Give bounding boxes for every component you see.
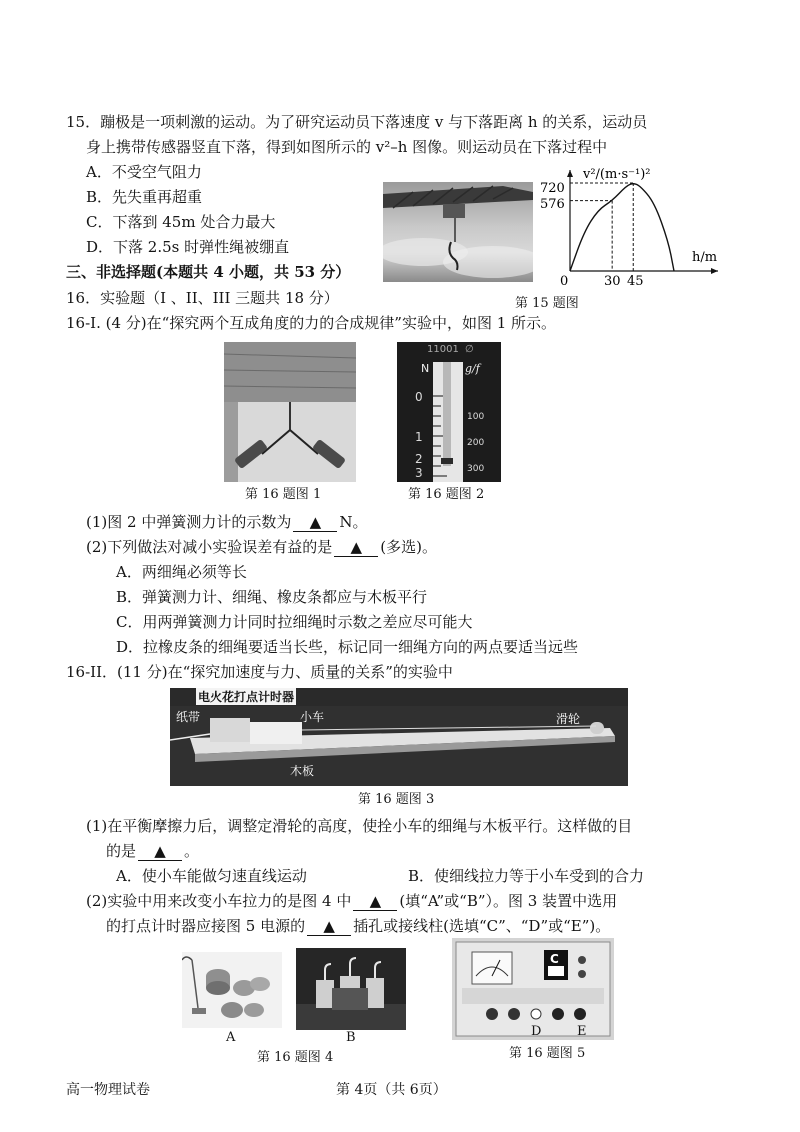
q16-2-sub2-suffix: (填“A”或“B”）。图 3 装置中选用	[399, 892, 618, 910]
v2-h-chart	[540, 158, 730, 288]
q16-2-sub2-line2-prefix: 的打点计时器应接图 5 电源的	[106, 917, 306, 935]
scale-left-3: 3	[415, 466, 423, 480]
q16-1-sub1-text: (1)图 2 中弹簧测力计的示数为	[86, 513, 292, 531]
q16-1-sub2	[86, 537, 437, 557]
q15-option-b: B．先失重再超重	[86, 188, 203, 206]
v2-h-graph	[540, 158, 730, 288]
footer-page-number: 第 4页（共 6页）	[336, 1082, 447, 1098]
q16-1-sub1-blank[interactable]: ▲	[293, 514, 337, 532]
bungee-photo	[383, 182, 533, 282]
q16-1-intro: 16-I. (4 分)在“探究两个互成角度的力的合成规律”实验中，如图 1 所示。	[66, 314, 557, 332]
q16-2-sub1-line2	[106, 841, 199, 861]
power-supply-d-label: D	[531, 1024, 542, 1039]
q16-figure-1-photo	[224, 342, 356, 482]
scale-ticks	[433, 362, 463, 482]
q16-figure-5-caption: 第 16 题图 5	[509, 1046, 586, 1061]
q16-figure-4-label-a: A	[226, 1030, 236, 1045]
q16-1-option-c: C．用两弹簧测力计同时拉细绳时示数之差应尽可能大	[116, 613, 473, 631]
scale-top-number: 11001	[427, 344, 459, 355]
power-supply-e-label: E	[577, 1024, 587, 1039]
q16-2-sub2-line1	[86, 891, 617, 911]
q15-option-d: D．下落 2.5s 时弹性绳被绷直	[86, 238, 290, 256]
y-axis-label: v²/(m·s⁻¹)²	[583, 167, 651, 182]
q16-heading: 16．实验题（I 、II、III 三题共 18 分）	[66, 289, 339, 307]
q16-2-sub2-blank-2[interactable]: ▲	[307, 918, 351, 936]
scale-right-200: 200	[467, 438, 485, 448]
section-3-heading: 三、非选择题(本题共 4 小题，共 53 分）	[66, 263, 351, 281]
q16-2-sub2-prefix: (2)实验中用来改变小车拉力的是图 4 中	[86, 892, 352, 910]
scale-right-300: 300	[467, 464, 485, 474]
q16-1-sub2-text: (2)下列做法对减小实验误差有益的是	[86, 538, 333, 556]
label-tape: 纸带	[176, 710, 201, 724]
q16-figure-3-apparatus	[170, 688, 628, 786]
q16-2-sub2-line2-suffix: 插孔或接线柱(选填“C”、“D”或“E”)。	[353, 917, 611, 935]
scale-left-1: 1	[415, 430, 423, 444]
label-board: 木板	[290, 764, 315, 778]
q16-figure-4b-photo	[296, 948, 406, 1030]
q16-1-sub1	[86, 512, 367, 532]
v2-h-curve	[570, 184, 674, 271]
x-axis-arrow	[711, 268, 718, 274]
label-cart: 小车	[300, 710, 325, 724]
y-tick-576: 576	[540, 197, 565, 212]
q16-figure-4a-photo	[182, 952, 282, 1028]
q16-2-sub2-line2	[106, 916, 610, 936]
q16-figure-2-spring-scale	[397, 342, 501, 482]
y-axis-arrow	[567, 170, 573, 177]
scale-unit-n: N	[421, 362, 430, 375]
scale-left-2: 2	[415, 452, 423, 466]
scale-right-100: 100	[467, 412, 485, 422]
q16-2-sub2-blank-1[interactable]: ▲	[353, 893, 397, 911]
x-tick-30: 30	[604, 274, 621, 288]
power-supply-c-label: C	[550, 952, 559, 966]
q16-1-option-b: B．弹簧测力计、细绳、橡皮条都应与木板平行	[116, 588, 428, 606]
q16-2-sub1-line1: (1)在平衡摩擦力后，调整定滑轮的高度，使拴小车的细绳与木板平行。这样做的目	[86, 817, 633, 835]
scale-top-mark: ∅	[465, 344, 474, 355]
scale-left-0: 0	[415, 390, 423, 404]
x-tick-45: 45	[627, 274, 644, 288]
label-timer: 电火花打点计时器	[198, 690, 295, 704]
q16-1-option-a: A．两细绳必须等长	[116, 563, 247, 581]
q16-2-intro: 16-II．(11 分)在“探究加速度与力、质量的关系”的实验中	[66, 663, 453, 681]
q15-option-c: C．下落到 45m 处合力最大	[86, 213, 276, 231]
scale-unit-g: g/f	[465, 362, 480, 375]
q16-figure-2-caption: 第 16 题图 2	[408, 487, 485, 502]
q15-figure-caption: 第 15 题图	[515, 296, 579, 311]
y-tick-720: 720	[540, 181, 565, 196]
q15-option-a: A．不受空气阻力	[86, 163, 202, 181]
q16-1-option-d: D．拉橡皮条的细绳要适当长些，标记同一细绳方向的两点要适当远些	[116, 638, 579, 656]
q16-2-sub1-option-a: A．使小车能做匀速直线运动	[116, 867, 307, 885]
q15-line2: 身上携带传感器竖直下落，得到如图所示的 v²–h 图像。则运动员在下落过程中	[86, 138, 608, 156]
q16-2-sub1-blank[interactable]: ▲	[138, 843, 182, 861]
q16-2-sub1-option-b: B．使细线拉力等于小车受到的合力	[408, 867, 645, 885]
x-axis-label: h/m	[692, 250, 718, 265]
q16-figure-4-caption: 第 16 题图 4	[257, 1050, 334, 1065]
scale-face	[433, 362, 463, 482]
q16-figure-1-caption: 第 16 题图 1	[245, 487, 322, 502]
q16-1-sub1-unit: N。	[339, 513, 368, 531]
q16-figure-4-label-b: B	[346, 1030, 356, 1045]
q16-figure-3-caption: 第 16 题图 3	[358, 792, 435, 807]
q16-2-sub1-prefix: 的是	[106, 842, 137, 860]
q16-1-sub2-blank[interactable]: ▲	[334, 539, 378, 557]
q15-line1: 15．蹦极是一项刺激的运动。为了研究运动员下落速度 v 与下落距离 h 的关系，运动员	[66, 113, 648, 131]
x-tick-0: 0	[560, 274, 569, 288]
q16-2-sub1-suffix: 。	[184, 842, 200, 860]
footer-exam-name: 高一物理试卷	[66, 1082, 150, 1098]
q16-1-sub2-note: (多选)。	[380, 538, 437, 556]
label-pulley: 滑轮	[556, 712, 581, 726]
